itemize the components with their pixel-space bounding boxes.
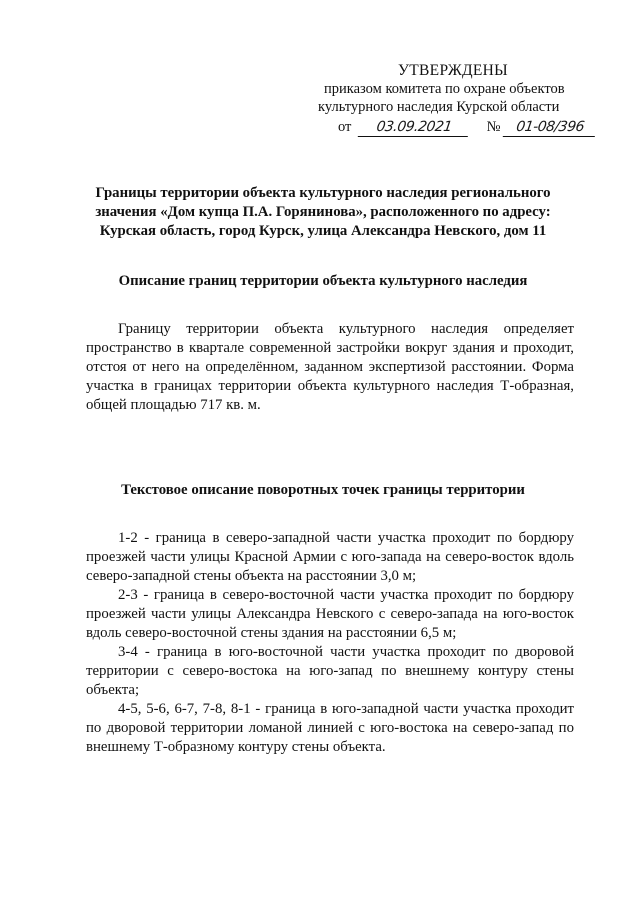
handwritten-date: 03.09.2021	[358, 119, 471, 137]
section1-body	[86, 320, 574, 415]
approval-line-1: приказом комитета по охране объектов	[324, 81, 565, 97]
date-prefix: от	[338, 119, 352, 135]
approval-line-2: культурного наследия Курской области	[318, 99, 560, 115]
approval-heading: УТВЕРЖДЕНЫ	[398, 62, 508, 79]
document-title: Границы территории объекта культурного наследия регионального значения «Дом купца П.А. Горянинова», расположенного по адресу: Курская область, город Курск, улица Александра Невского, дом 11	[95, 185, 551, 239]
section1-paragraph: Границу территории объекта культурного наследия определяет пространство в квартале современной застройки вокруг здания и проходит, отстоя от него на определённом, заданном экспертизой расстоянии. Форма участка в границах территории объекта культурного наследия Т-образная, общей площадью 717 кв. м.	[86, 321, 574, 413]
point-item: 1-2 - граница в северо-западной части участка проходит по бордюру проезжей части улицы Красной Армии с юго-запада на северо-восток вдоль северо-западной стены объекта на расстоянии 3,0 м;	[86, 530, 574, 584]
point-item: 2-3 - граница в северо-восточной части участка проходит по бордюру проезжей части улицы Александра Невского с северо-запада на юго-восток вдоль северо-восточной стены здания на расстоянии 6,5 м;	[86, 587, 574, 641]
points-list	[86, 529, 574, 757]
approval-date-number-line	[318, 118, 618, 140]
approval-block	[318, 62, 618, 140]
section1-heading: Описание границ территории объекта культурного наследия	[118, 273, 528, 289]
point-item: 3-4 - граница в юго-восточной части участка проходит по дворовой территории с северо-востока на юго-запад по внешнему контуру стены объекта;	[86, 644, 574, 698]
handwritten-number: 01-08/396	[503, 119, 598, 137]
number-prefix: №	[486, 119, 501, 135]
point-item: 4-5, 5-6, 6-7, 7-8, 8-1 - граница в юго-западной части участка проходит по дворовой территории ломаной линией с юго-востока на северо-запад по внешнему Т-образному контуру стены объекта.	[86, 701, 574, 755]
section2-heading: Текстовое описание поворотных точек границы территории	[121, 482, 525, 498]
